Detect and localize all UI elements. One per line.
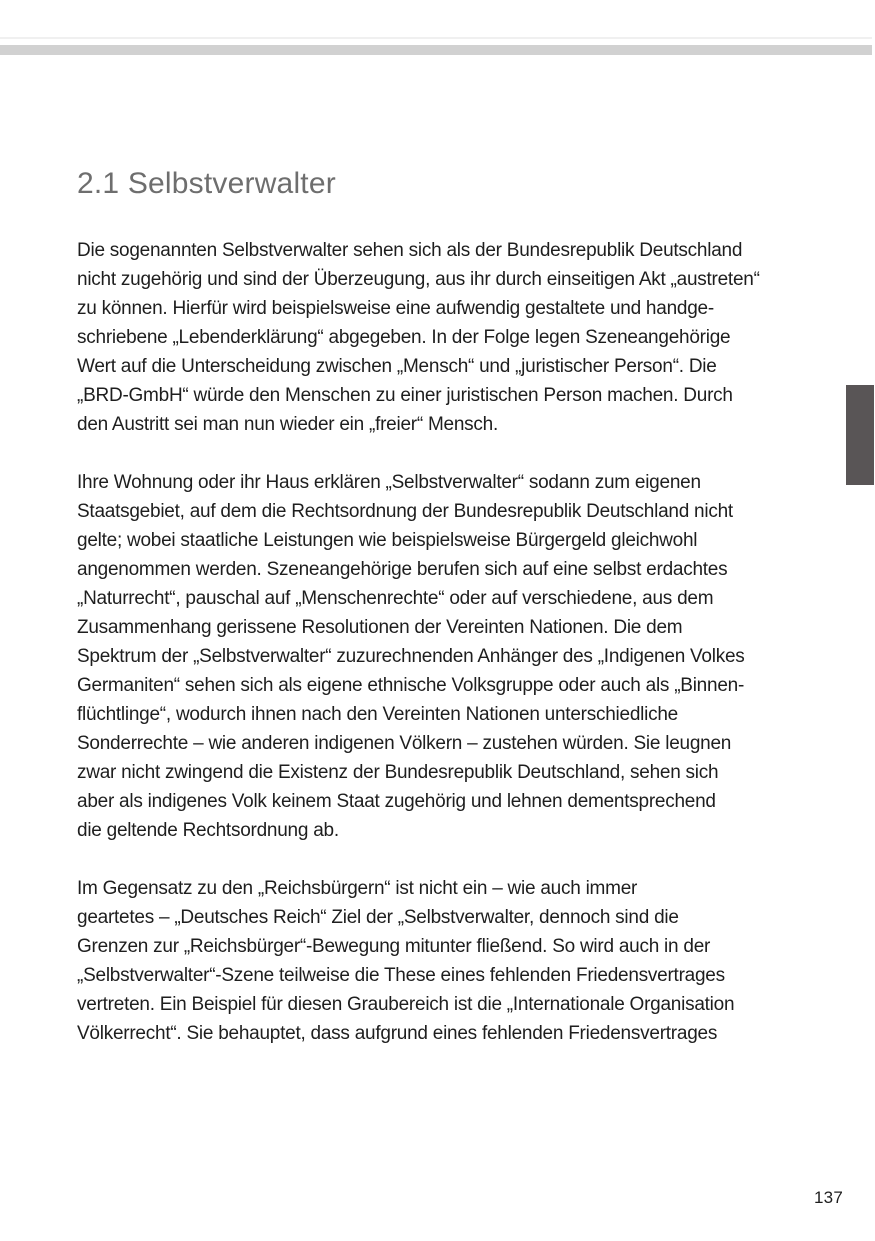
page-top-hairline (0, 37, 872, 39)
text-line: schriebene „Lebenderklärung“ abgegeben. In der Folge legen Szeneangehörige (77, 327, 731, 348)
text-line: zu können. Hierfür wird beispielsweise eine aufwendig gestaltete und handge- (77, 298, 714, 319)
text-line: Im Gegensatz zu den „Reichsbürgern“ ist nicht ein – wie auch immer (77, 878, 638, 899)
section-heading: 2.1 Selbstverwalter (77, 167, 336, 200)
text-line: Grenzen zur „Reichsbürger“-Bewegung mitunter fließend. So wird auch in der (77, 936, 711, 957)
text-line: nicht zugehörig und sind der Überzeugung, aus ihr durch einseitigen Akt „austreten“ (77, 269, 760, 290)
body-text (77, 236, 797, 1077)
text-line: zwar nicht zwingend die Existenz der Bundesrepublik Deutschland, sehen sich (77, 762, 719, 783)
text-line: Spektrum der „Selbstverwalter“ zuzurechnenden Anhänger des „Indigenen Volkes (77, 646, 745, 667)
text-line: den Austritt sei man nun wieder ein „freier“ Mensch. (77, 414, 499, 435)
text-line: „Selbstverwalter“-Szene teilweise die These eines fehlenden Friedensvertrages (77, 965, 725, 986)
header-bar (0, 45, 872, 55)
paragraph (77, 468, 797, 845)
text-line: geartetes – „Deutsches Reich“ Ziel der „Selbstverwalter, dennoch sind die (77, 907, 679, 928)
text-line: Ihre Wohnung oder ihr Haus erklären „Selbstverwalter“ sodann zum eigenen (77, 472, 701, 493)
text-line: flüchtlinge“, wodurch ihnen nach den Vereinten Nationen unterschiedliche (77, 704, 678, 725)
page-number: 137 (814, 1188, 843, 1207)
text-line: aber als indigenes Volk keinem Staat zugehörig und lehnen dementsprechend (77, 791, 716, 812)
text-line: angenommen werden. Szeneangehörige berufen sich auf eine selbst erdachtes (77, 559, 728, 580)
text-line: „BRD-GmbH“ würde den Menschen zu einer juristischen Person machen. Durch (77, 385, 733, 406)
text-line: Völkerrecht“. Sie behauptet, dass aufgrund eines fehlenden Friedensvertrages (77, 1023, 718, 1044)
text-line: Wert auf die Unterscheidung zwischen „Mensch“ und „juristischer Person“. Die (77, 356, 717, 377)
text-line: Sonderrechte – wie anderen indigenen Völkern – zustehen würden. Sie leugnen (77, 733, 732, 754)
paragraph (77, 874, 797, 1048)
text-line: Die sogenannten Selbstverwalter sehen sich als der Bundesrepublik Deutschland (77, 240, 743, 261)
text-line: vertreten. Ein Beispiel für diesen Graubereich ist die „Internationale Organisation (77, 994, 735, 1015)
paragraph (77, 236, 797, 439)
text-line: Germaniten“ sehen sich als eigene ethnische Volksgruppe oder auch als „Binnen- (77, 675, 745, 696)
text-line: gelte; wobei staatliche Leistungen wie beispielsweise Bürgergeld gleichwohl (77, 530, 698, 551)
text-line: die geltende Rechtsordnung ab. (77, 820, 339, 841)
text-line: Zusammenhang gerissene Resolutionen der Vereinten Nationen. Die dem (77, 617, 683, 638)
chapter-tab-marker (846, 385, 874, 485)
text-line: Staatsgebiet, auf dem die Rechtsordnung der Bundesrepublik Deutschland nicht (77, 501, 733, 522)
text-line: „Naturrecht“, pauschal auf „Menschenrechte“ oder auf verschiedene, aus dem (77, 588, 714, 609)
